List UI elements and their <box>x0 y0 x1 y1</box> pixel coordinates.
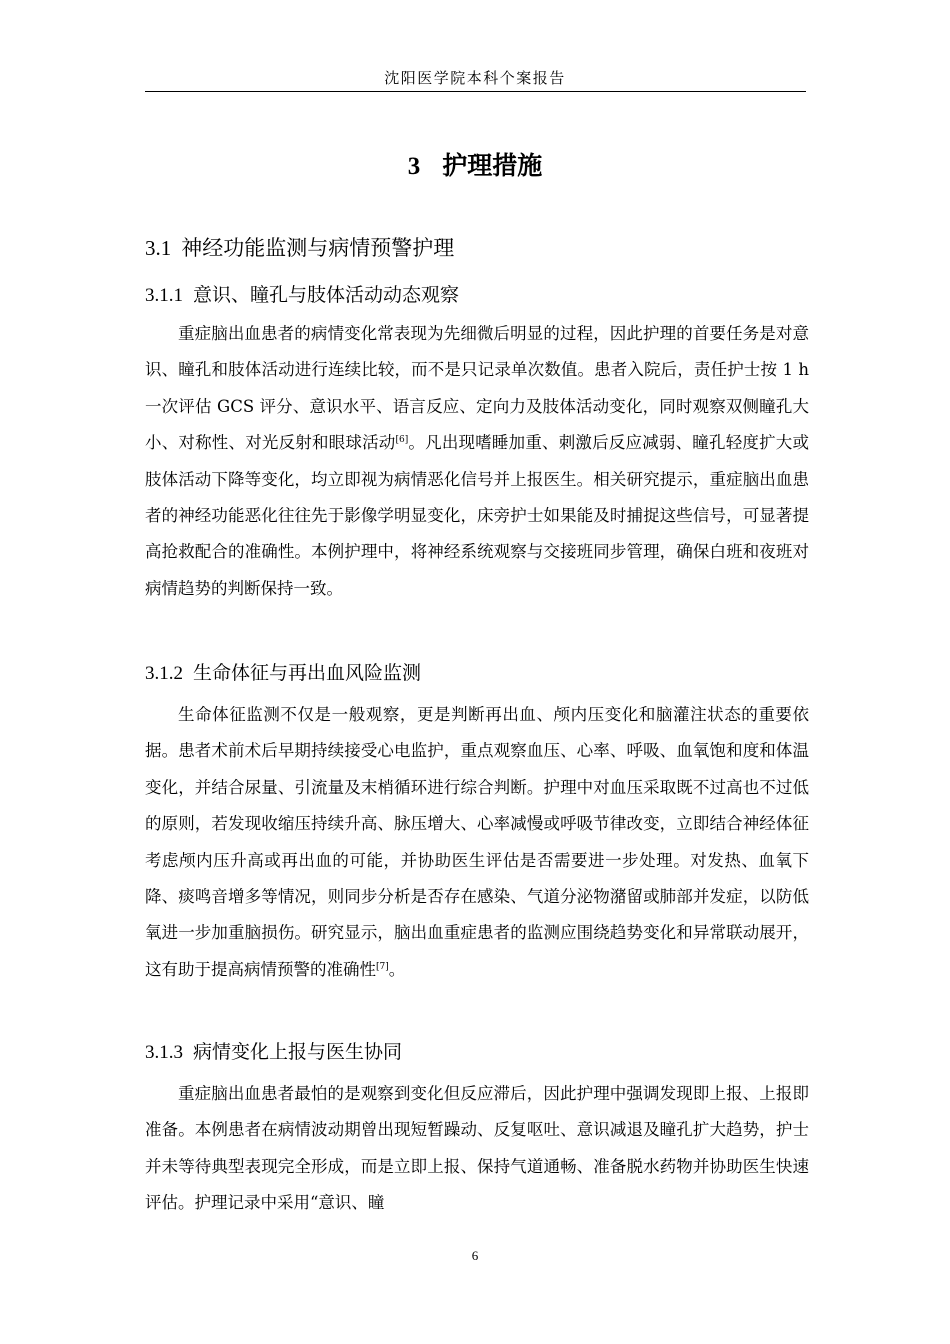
paragraph-text: 重症脑出血患者的病情变化常表现为先细微后明显的过程，因此护理的首要任务是对意识、瞳孔和肢体活动进行连续比较，而不是只记录单次数值。患者入院后，责任护士按 1 h 一次评估 GCS 评分、意识水平、语言反应、定向力及肢体活动变化，同时观察双侧瞳孔大小、对称性、对光反射和眼球活动 <box>145 324 809 453</box>
citation-reference: [7] <box>376 961 389 972</box>
paragraph-text: 生命体征监测不仅是一般观察，更是判断再出血、颅内压变化和脑灌注状态的重要依据。患者术前术后早期持续接受心电监护，重点观察血压、心率、呼吸、血氧饱和度和体温变化，并结合尿量、引流量及末梢循环进行综合判断。护理中对血压采取既不过高也不过低的原则，若发现收缩压持续升高、脉压增大、心率减慢或呼吸节律改变，立即结合神经体征考虑颅内压升高或再出血的可能，并协助医生评估是否需要进一步处理。对发热、血氧下降、痰鸣音增多等情况，则同步分析是否存在感染、气道分泌物潴留或肺部并发症，以防低氧进一步加重脑损伤。研究显示，脑出血重症患者的监测应围绕趋势变化和异常联动展开，这有助于提高病情预警的准确性 <box>145 705 809 979</box>
chapter-title: 护理措施 <box>442 151 543 180</box>
section-heading <box>145 232 454 264</box>
subsection-title: 意识、瞳孔与肢体活动动态观察 <box>193 284 460 306</box>
paragraph-text: 。 <box>388 959 406 979</box>
section-number: 3.1 <box>145 236 172 260</box>
subsection-title: 生命体征与再出血风险监测 <box>193 662 422 684</box>
subsection-heading-3-1-1 <box>145 280 459 311</box>
subsection-heading-3-1-2 <box>145 658 421 689</box>
paragraph-text: 重症脑出血患者最怕的是观察到变化但反应滞后，因此护理中强调发现即上报、上报即准备。本例患者在病情波动期曾出现短暂躁动、反复呕吐、意识减退及瞳孔扩大趋势，护士并未等待典型表现完全形成，而是立即上报、保持气道通畅、准备脱水药物并协助医生快速评估。护理记录中采用“意识、瞳 <box>145 1084 809 1213</box>
paragraph-text: 。凡出现嗜睡加重、刺激后反应减弱、瞳孔轻度扩大或肢体活动下降等变化，均立即视为病情恶化信号并上报医生。相关研究提示，重症脑出血患者的神经功能恶化往往先于影像学明显变化，床旁护士如果能及时捕捉这些信号，可显著提高抢救配合的准确性。本例护理中，将神经系统观察与交接班同步管理，确保白班和夜班对病情趋势的判断保持一致。 <box>145 433 810 598</box>
section-title: 神经功能监测与病情预警护理 <box>181 236 455 260</box>
subsection-heading-3-1-3 <box>145 1037 402 1068</box>
subsection-number: 3.1.3 <box>145 1042 183 1063</box>
running-header: 沈阳医学院本科个案报告 <box>384 69 566 87</box>
subsection-number: 3.1.1 <box>145 285 183 306</box>
page-number: 6 <box>471 1248 479 1263</box>
chapter-number: 3 <box>407 153 421 180</box>
paragraph-3-1-3 <box>145 1076 809 1222</box>
chapter-heading <box>145 146 805 187</box>
subsection-title: 病情变化上报与医生协同 <box>193 1041 403 1063</box>
paragraph-3-1-2 <box>145 697 809 988</box>
citation-reference: [6] <box>395 435 409 446</box>
subsection-number: 3.1.2 <box>145 663 183 684</box>
paragraph-3-1-1 <box>145 316 809 607</box>
header-rule <box>145 91 806 92</box>
